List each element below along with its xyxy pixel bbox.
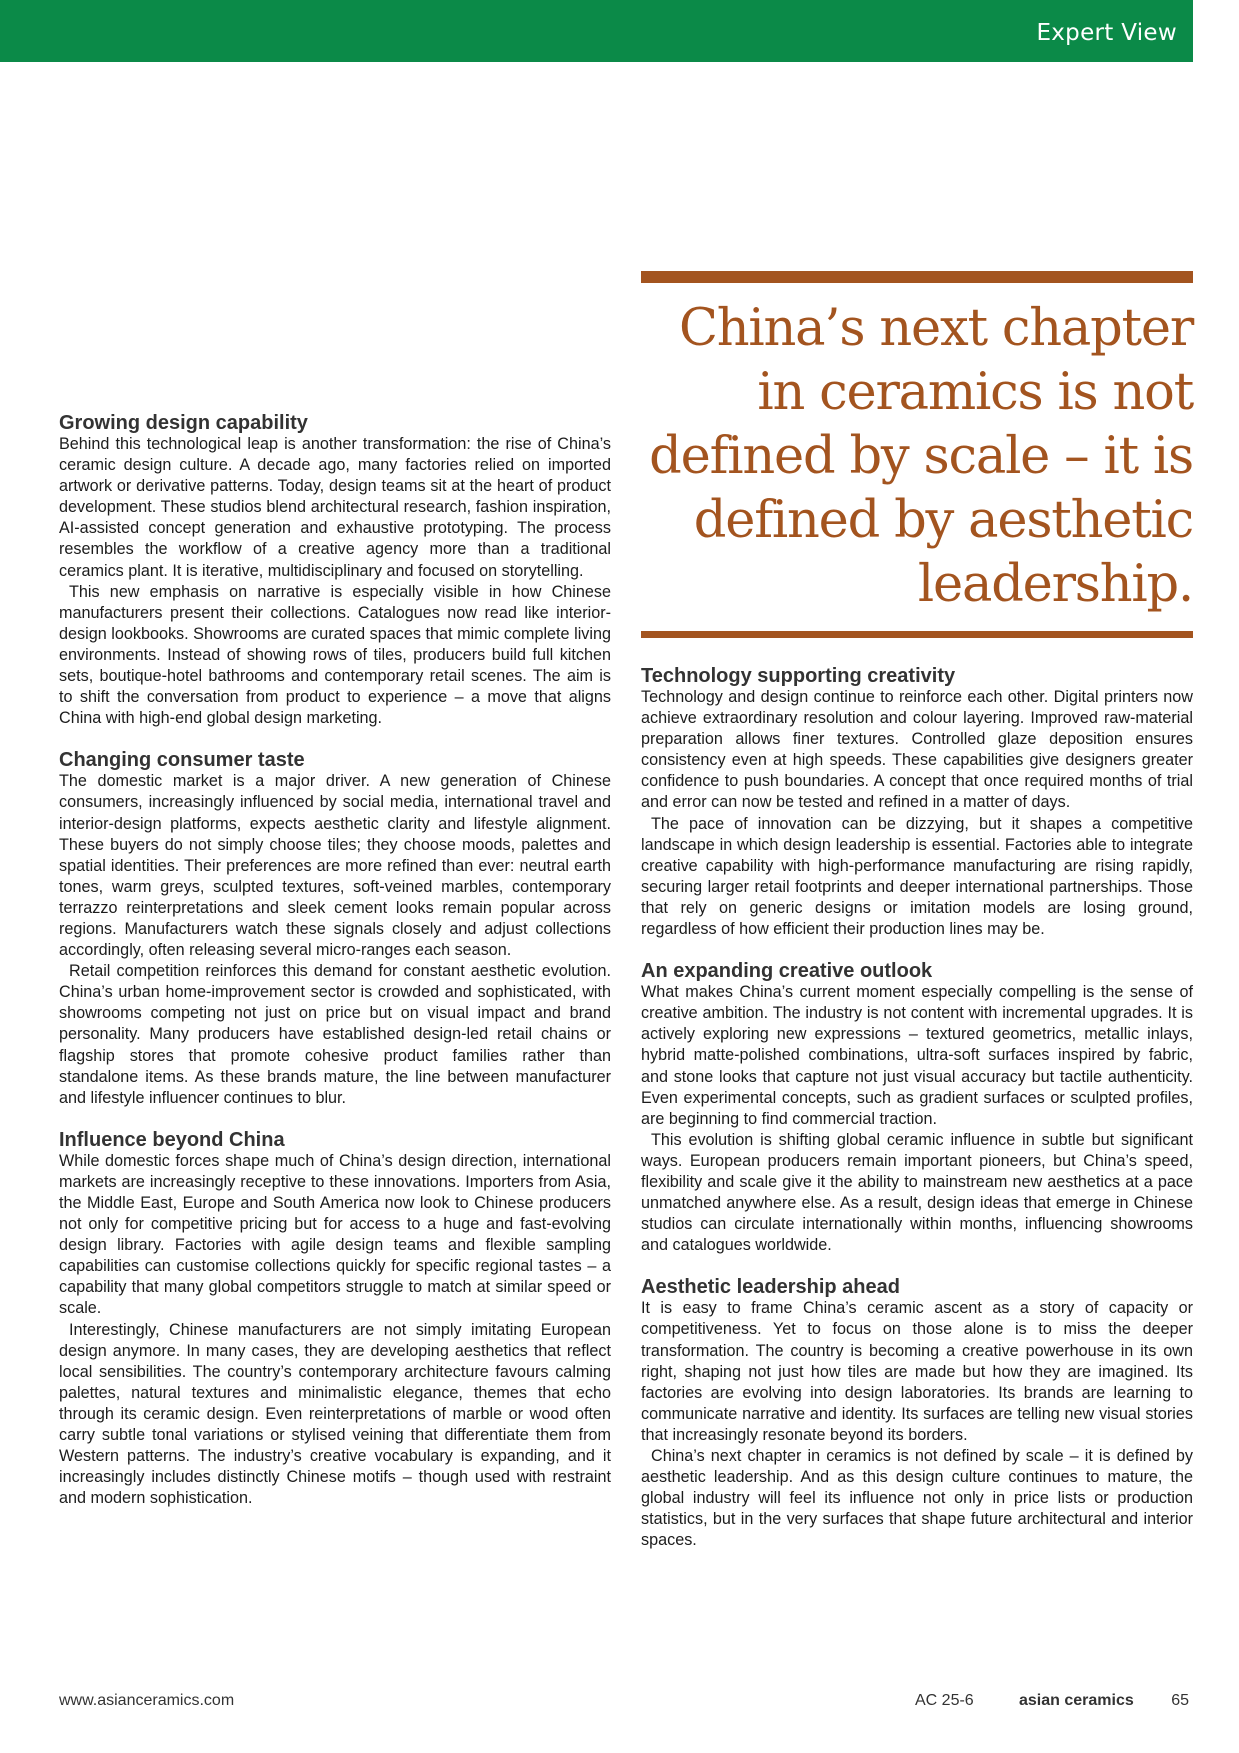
section-heading: An expanding creative outlook	[641, 960, 933, 983]
footer-issue: AC 25-6	[915, 1692, 974, 1709]
article-section	[641, 960, 1193, 1256]
section-label: Expert View	[1036, 20, 1177, 46]
article-section	[641, 665, 1193, 940]
paragraph: Interestingly, Chinese manufacturers are not simply imitating European design anymore. In many cases, they are developing aesthetics that reflect local sensibilities. The country’s contemporary architecture favours calming palettes, natural textures and minimalistic elegance, themes that echo through its ceramic design. Even reinterpretations of marble or wood often carry subtle tonal variations or stylised veining that differentiate them from Western patterns. The industry’s creative vocabulary is expanding, and it increasingly includes distinctly Chinese motifs – though used with restraint and modern sophistication.	[59, 1320, 611, 1508]
paragraph: This new emphasis on narrative is especially visible in how Chinese manufacturers present their collections. Catalogues now read like interior-design lookbooks. Showrooms are curated spaces that mimic complete living environments. Instead of showing rows of tiles, producers build full kitchen sets, boutique-hotel bathrooms and contemporary retail scenes. The aim is to shift the conversation from product to experience – a move that aligns China with high-end global design marketing.	[59, 582, 611, 728]
paragraph: Behind this technological leap is another transformation: the rise of China’s ceramic design culture. A decade ago, many factories relied on imported artwork or derivative patterns. Today, design teams sit at the heart of product development. These studios blend architectural research, fashion inspiration, AI-assisted concept generation and exhaustive prototyping. The process resembles the workflow of a creative agency more than a traditional ceramics plant. It is iterative, multidisciplinary and focused on storytelling.	[59, 435, 611, 580]
paragraph: While domestic forces shape much of China’s design direction, international markets are increasingly receptive to these innovations. Importers from Asia, the Middle East, Europe and South America now look to Chinese producers not only for competitive pricing but for access to a huge and fast-evolving design library. Factories with agile design teams and flexible sampling capabilities can customise collections quickly for specific regional tastes – a capability that many global competitors struggle to match at similar speed or scale.	[59, 1151, 611, 1318]
paragraph: Retail competition reinforces this demand for constant aesthetic evolution. China’s urban home-improvement sector is crowded and sophisticated, with showrooms competing not just on price but on visual impact and brand personality. Many producers have established design-led retail chains or flagship stores that promote cohesive product families rather than standalone items. As these brands mature, the line between manufacturer and lifestyle influencer continues to blur.	[59, 962, 611, 1107]
footer-page-number: 65	[1171, 1692, 1189, 1709]
pull-quote-bottom-rule	[641, 631, 1193, 638]
paragraph: This evolution is shifting global ceramic influence in subtle but significant ways. European producers remain important pioneers, but China’s speed, flexibility and scale give it the ability to mainstream new aesthetics at a pace unmatched anywhere else. As a result, design ideas that emerge in Chinese studios can circulate internationally within months, influencing showrooms and catalogues worldwide.	[641, 1130, 1193, 1255]
section-heading: Growing design capability	[59, 412, 308, 434]
pull-quote-text: China’s next chapter in ceramics is not defined by scale – it is defined by aesthetic leadership.	[649, 299, 1193, 614]
right-column	[641, 665, 1193, 1571]
paragraph: What makes China’s current moment especially compelling is the sense of creative ambition. The industry is not content with incremental upgrades. It is actively exploring new expressions – textured geometrics, metallic inlays, hybrid matte-polished combinations, ultra-soft surfaces inspired by fabric, and stone looks that capture not just visual accuracy but tactile authenticity. Even experimental concepts, such as gradient surfaces or sculpted profiles, are beginning to find commercial traction.	[641, 983, 1193, 1128]
article-section	[641, 1276, 1193, 1551]
footer-website: www.asianceramics.com	[59, 1692, 235, 1709]
article-section	[59, 412, 611, 729]
left-column	[59, 412, 611, 1529]
paragraph: The pace of innovation can be dizzying, but it shapes a competitive landscape in which design leadership is essential. Factories able to integrate creative capability with high-performance manufacturing are rising rapidly, securing larger retail footprints and deeper international partnerships. Those that rely on generic designs or imitation models are losing ground, regardless of how efficient their production lines may be.	[641, 814, 1193, 939]
section-heading: Influence beyond China	[59, 1128, 285, 1151]
section-header-band	[0, 0, 1193, 62]
pull-quote-top-rule	[641, 271, 1193, 283]
paragraph: China’s next chapter in ceramics is not defined by scale – it is defined by aesthetic leadership. And as this design culture continues to mature, the global industry will feel its influence not only in price lists or production statistics, but in the very surfaces that shape future architectural and interior spaces.	[641, 1447, 1193, 1550]
footer-magazine-name: asian ceramics	[1019, 1692, 1134, 1709]
paragraph: Technology and design continue to reinforce each other. Digital printers now achieve extraordinary resolution and colour layering. Improved raw-material preparation allows finer textures. Controlled glaze deposition ensures consistency even at high speeds. These capabilities give designers greater confidence to push boundaries. A concept that once required months of trial and error can now be tested and refined in a matter of days.	[641, 688, 1193, 812]
section-heading: Technology supporting creativity	[641, 665, 956, 687]
paragraph: It is easy to frame China’s ceramic ascent as a story of capacity or competitiveness. Yet to focus on those alone is to miss the deeper transformation. The country is becoming a creative powerhouse in its own right, shaping not just how tiles are made but how they are imagined. Its factories are evolving into design laboratories. Its brands are learning to communicate narrative and identity. Its surfaces are telling new visual stories that increasingly resonate beyond its borders.	[641, 1299, 1193, 1444]
pull-quote	[641, 271, 1193, 638]
article-section	[59, 749, 611, 1109]
article-section	[59, 1129, 611, 1510]
paragraph: The domestic market is a major driver. A new generation of Chinese consumers, increasingly influenced by social media, international travel and interior-design platforms, expects aesthetic clarity and lifestyle alignment. These buyers do not simply choose tiles; they choose moods, palettes and spatial identities. Their preferences are more refined than ever: neutral earth tones, warm greys, sculpted textures, soft-veined marbles, contemporary terrazzo reinterpretations and sleek cement looks remain popular across regions. Manufacturers watch these signals closely and adjust collections accordingly, often releasing several micro-ranges each season.	[59, 772, 611, 960]
section-heading: Changing consumer taste	[59, 749, 305, 772]
page-footer	[59, 1692, 1193, 1716]
section-heading: Aesthetic leadership ahead	[641, 1276, 900, 1299]
